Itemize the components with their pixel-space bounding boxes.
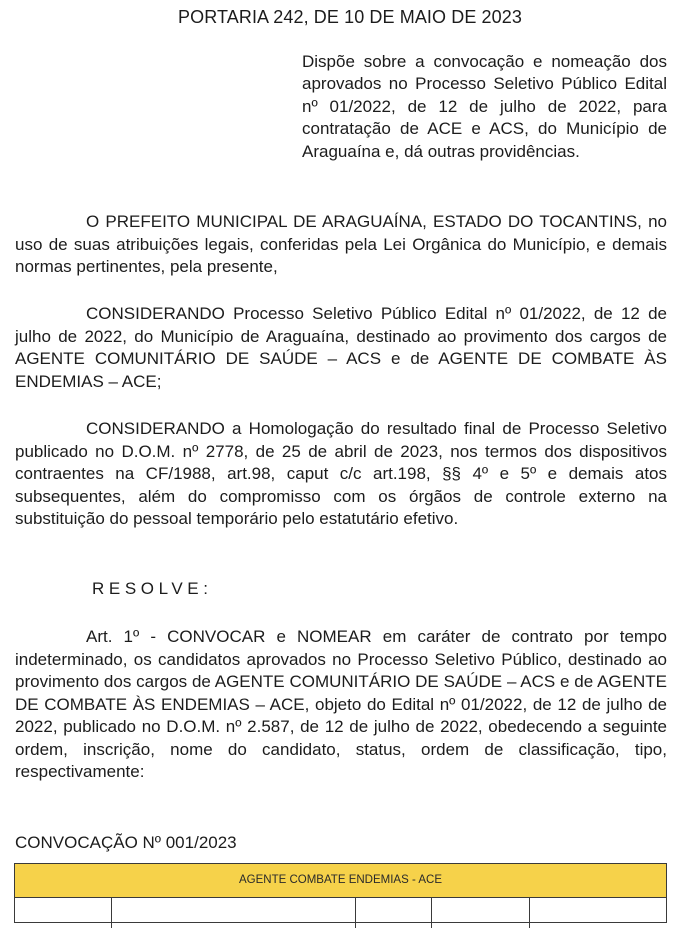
article-1-paragraph (15, 626, 667, 784)
preamble-paragraph (15, 211, 667, 279)
table-header: AGENTE COMBATE ENDEMIAS - ACE (15, 864, 666, 898)
considerando-paragraph-1 (15, 303, 667, 393)
resolve-heading: RESOLVE: (92, 579, 213, 598)
column-divider (355, 898, 356, 928)
considerando-paragraph-2 (15, 418, 667, 531)
ementa-summary: Dispõe sobre a convocação e nomeação dos aprovados no Processo Seletivo Público Edital nº 01/2022, de 12 de julho de 2022, para contratação de ACE e ACS, do Município de Araguaína e, dá outras providências. (302, 52, 667, 161)
table-row (15, 898, 666, 928)
convocacao-heading: CONVOCAÇÃO Nº 001/2023 (15, 833, 237, 852)
column-divider (431, 898, 432, 928)
article-1-text: Art. 1º - CONVOCAR e NOMEAR em caráter de contrato por tempo indeterminado, os candidatos aprovados no Processo Seletivo Público, destinado ao provimento dos cargos de AGENTE COMUNITÁRIO DE SAÚDE – ACS e de AGENTE DE COMBATE ÀS ENDEMIAS – ACE, objeto do Edital nº 01/2022, de 12 de julho de 2022, publicado no D.O.M. nº 2.587, de 12 de julho de 2022, obedecendo a seguinte ordem, inscrição, nome do candidato, status, ordem de classificação, tipo, respectivamente: (15, 627, 667, 781)
column-divider (529, 898, 530, 928)
document-title: PORTARIA 242, DE 10 DE MAIO DE 2023 (178, 7, 522, 27)
candidates-table (14, 863, 667, 923)
considerando-1-text: CONSIDERANDO Processo Seletivo Público Edital nº 01/2022, de 12 de julho de 2022, do Município de Araguaína, destinado ao provimento dos cargos de AGENTE COMUNITÁRIO DE SAÚDE – ACS e de AGENTE DE COMBATE ÀS ENDEMIAS – ACE; (15, 304, 667, 391)
preamble-text: O PREFEITO MUNICIPAL DE ARAGUAÍNA, ESTADO DO TOCANTINS, no uso de suas atribuições legais, conferidas pela Lei Orgânica do Município, e demais normas pertinentes, pela presente, (15, 212, 667, 276)
considerando-2-text: CONSIDERANDO a Homologação do resultado final de Processo Seletivo publicado no D.O.M. nº 2778, de 25 de abril de 2023, nos termos dos dispositivos contraentes na CF/1988, art.98, caput c/c art.198, §§ 4º e 5º e demais atos subsequentes, além do compromisso com os órgãos de controle externo na substituição do pessoal temporário pelo estatutário efetivo. (15, 419, 667, 528)
column-divider (111, 898, 112, 928)
